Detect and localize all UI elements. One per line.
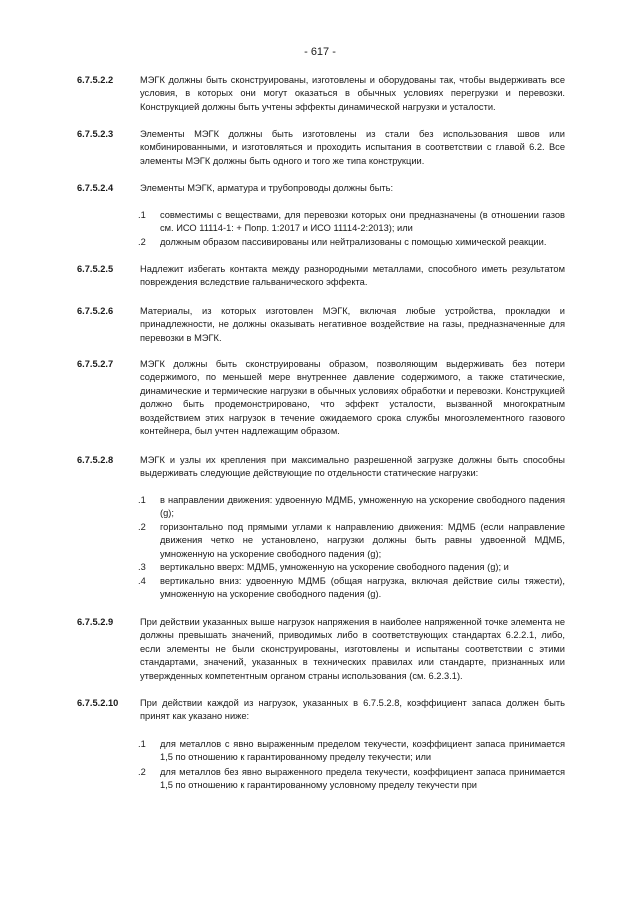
list-item-number: .4 bbox=[138, 576, 146, 586]
section-text: МЭГК должны быть сконструированы, изготовлены и оборудованы так, чтобы выдерживать все условия, в которых они могут оказаться в обычных условиях перегрузки и перевозки. Конструкцией должны быть учтены эффекты динамической нагрузки и усталости. bbox=[140, 75, 565, 112]
list-item-number: .2 bbox=[138, 767, 146, 777]
section-number: 6.7.5.2.2 bbox=[77, 75, 114, 85]
section-number: 6.7.5.2.8 bbox=[77, 455, 114, 465]
section-text: Элементы МЭГК, арматура и трубопроводы должны быть: bbox=[140, 183, 394, 193]
list-item-text: вертикально вверх: МДМБ, умноженную на ускорение свободного падения (g); и bbox=[160, 562, 509, 572]
list-item-text: должным образом пассивированы или нейтрализованы с помощью химической реакции. bbox=[160, 237, 547, 247]
list-item-text: для металлов с явно выраженным пределом текучести, коэффициент запаса принимается 1,5 по отношению к гарантированному пределу текучести; или bbox=[160, 739, 565, 763]
section-text: При действии каждой из нагрузок, указанных в 6.7.5.2.8, коэффициент запаса должен быть принят как указано ниже: bbox=[140, 698, 565, 722]
list-item-number: .1 bbox=[138, 739, 146, 749]
list-item-text: совместимы с веществами, для перевозки которых они предназначены (в отношении газов см. ИСО 11114-1: + Попр. 1:2017 и ИСО 11114-2:2013); или bbox=[160, 210, 565, 234]
section-text: Материалы, из которых изготовлен МЭГК, включая любые устройства, прокладки и принадлежности, не должны оказывать негативное воздействие на газы, предназначенные для перевозки в МЭГК. bbox=[140, 306, 565, 343]
page-number: - 617 - bbox=[304, 46, 336, 58]
list-item-text: для металлов без явно выраженного предела текучести, коэффициент запаса принимается 1,5 по отношению к гарантированному условному пределу текучести при bbox=[160, 767, 565, 791]
section-text: МЭГК должны быть сконструированы образом, позволяющим выдерживать без потери содержимого, по меньшей мере внутреннее давление содержимого, а также статические, динамические и термические нагрузки в обычных условиях обработки и перевозки. Конструкцией должно быть продемонстрировано, что эффект усталости, вызванной многократным воздействием этих нагрузок в течение ожидаемого срока службы многоэлементного газового контейнера, был учтен надлежащим образом. bbox=[140, 359, 565, 437]
section-text: Надлежит избегать контакта между разнородными металлами, способного иметь результатом повреждения вследствие гальванического эффекта. bbox=[140, 264, 565, 288]
section-text: Элементы МЭГК должны быть изготовлены из стали без использования швов или комбинированными, и изготовляться и проходить испытания в соответствии с главой 6.2. Все элементы МЭГК должны быть одного и того же типа конструкции. bbox=[140, 129, 565, 166]
section-number: 6.7.5.2.10 bbox=[77, 698, 119, 708]
section-number: 6.7.5.2.7 bbox=[77, 359, 114, 369]
section-number: 6.7.5.2.4 bbox=[77, 183, 114, 193]
section-text: МЭГК и узлы их крепления при максимально разрешенной загрузке должны быть способны выдерживать следующие действующие по отдельности статические нагрузки: bbox=[140, 455, 565, 479]
list-item-text: в направлении движения: удвоенную МДМБ, умноженную на ускорение свободного падения (g); bbox=[160, 495, 565, 519]
list-item-text: горизонтально под прямыми углами к направлению движения: МДМБ (если направление движения четко не установлено, нагрузки должны быть равны удвоенной МДМБ, умноженную на ускорение свободного падения (g); bbox=[160, 522, 565, 559]
list-item-number: .1 bbox=[138, 495, 146, 505]
list-item-number: .2 bbox=[138, 522, 146, 532]
list-item-number: .1 bbox=[138, 210, 146, 220]
list-item-number: .3 bbox=[138, 562, 146, 572]
section-number: 6.7.5.2.6 bbox=[77, 306, 114, 316]
list-item-number: .2 bbox=[138, 237, 146, 247]
section-number: 6.7.5.2.9 bbox=[77, 617, 114, 627]
section-number: 6.7.5.2.3 bbox=[77, 129, 114, 139]
section-number: 6.7.5.2.5 bbox=[77, 264, 114, 274]
section-text: При действии указанных выше нагрузок напряжения в наиболее напряженной точке элемента не должны превышать значений, приводимых либо в соответствующих стандартах 6.2.2.1, либо, если элементы не были сконструированы, изготовлены и испытаны соответствии с этими стандартами, значений, указанных в технических правилах или стандарте, признанных или утвержденных компетентным органом страны использования (см. 6.2.3.1). bbox=[140, 617, 565, 681]
list-item-text: вертикально вниз: удвоенную МДМБ (общая нагрузка, включая действие силы тяжести), умноженную на ускорение свободного падения (g). bbox=[160, 576, 565, 600]
